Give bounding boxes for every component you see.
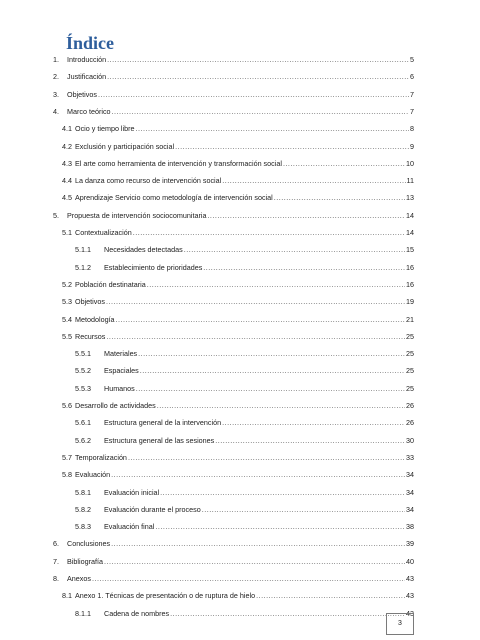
- toc-dot-leader: [128, 453, 405, 462]
- toc-dot-leader: [138, 349, 405, 358]
- toc-entry-label: Humanos: [104, 383, 135, 393]
- toc-entry[interactable]: [62, 139, 414, 151]
- toc-entry-page: 39: [406, 539, 414, 549]
- toc-dot-leader: [274, 193, 405, 202]
- toc-entry[interactable]: [62, 329, 414, 341]
- toc-entry[interactable]: [62, 156, 414, 168]
- toc-entry-page: 6: [410, 72, 414, 82]
- toc-dot-leader: [107, 72, 409, 81]
- toc-entry-label: Bibliografía: [67, 556, 103, 566]
- toc-entry-number: 4.: [53, 106, 59, 116]
- toc-entry-number: 5.6.1: [75, 418, 91, 428]
- toc-entry[interactable]: [53, 104, 414, 116]
- toc-entry[interactable]: [62, 121, 414, 133]
- toc-entry-page: 7: [410, 89, 414, 99]
- page-title: Índice: [66, 33, 115, 53]
- toc-entry-label: El arte como herramienta de intervención y transformación social: [75, 158, 282, 168]
- toc-entry-page: 34: [406, 504, 414, 514]
- toc-dot-leader: [256, 591, 405, 600]
- toc-entry-number: 7.: [53, 556, 59, 566]
- toc-entry-page: 40: [406, 556, 414, 566]
- toc-entry[interactable]: [62, 173, 414, 185]
- toc-entry-number: 4.1: [62, 124, 72, 134]
- toc-entry-page: 11: [406, 176, 414, 186]
- toc-entry[interactable]: [62, 294, 414, 306]
- toc-entry-number: 5.: [53, 210, 59, 220]
- toc-entry-number: 3.: [53, 89, 59, 99]
- toc-entry-number: 5.6.2: [75, 435, 91, 445]
- toc-entry-label: Marco teórico: [67, 106, 111, 116]
- toc-entry[interactable]: [75, 381, 414, 393]
- toc-entry-number: 5.8.3: [75, 522, 91, 532]
- toc-entry-number: 5.5.2: [75, 366, 91, 376]
- toc-entry-number: 4.4: [62, 176, 72, 186]
- toc-entry-label: Establecimiento de prioridades: [104, 262, 203, 272]
- toc-dot-leader: [111, 470, 405, 479]
- toc-entry[interactable]: [75, 346, 414, 358]
- toc-entry-page: 34: [406, 487, 414, 497]
- toc-entry-label: Metodología: [75, 314, 115, 324]
- toc-dot-leader: [283, 159, 405, 168]
- toc-dot-leader: [222, 418, 405, 427]
- toc-entry-label: Recursos: [75, 331, 106, 341]
- toc-entry-page: 34: [406, 470, 414, 480]
- toc-entry-label: Propuesta de intervención sociocomunitaria: [67, 210, 207, 220]
- toc-entry-label: Contextualización: [75, 228, 132, 237]
- toc-entry[interactable]: [75, 242, 414, 254]
- toc-entry[interactable]: [75, 363, 414, 375]
- toc-entry[interactable]: [53, 208, 414, 220]
- toc-entry[interactable]: [53, 571, 414, 583]
- toc-entry[interactable]: [62, 467, 414, 479]
- toc-entry-page: 43: [406, 574, 414, 583]
- toc-entry-label: Materiales: [104, 349, 138, 359]
- toc-dot-leader: [92, 574, 405, 583]
- toc-dot-leader: [203, 263, 405, 272]
- toc-entry-label: Temporalización: [75, 452, 127, 462]
- toc-entry-label: Introducción: [67, 55, 107, 64]
- toc-entry-number: 5.1.1: [75, 245, 91, 255]
- toc-dot-leader: [98, 90, 409, 99]
- toc-entry[interactable]: [75, 502, 414, 514]
- toc-dot-leader: [104, 557, 405, 566]
- toc-entry[interactable]: [53, 52, 414, 64]
- toc-entry-page: 14: [406, 210, 414, 220]
- toc-entry-number: 6.: [53, 539, 59, 549]
- toc-dot-leader: [112, 107, 409, 116]
- toc-entry-number: 5.1.2: [75, 262, 91, 272]
- toc-entry-label: Conclusiones: [67, 539, 111, 549]
- toc-entry-number: 5.3: [62, 297, 72, 307]
- toc-entry-label: Evaluación: [75, 470, 111, 480]
- toc-dot-leader: [170, 609, 405, 618]
- toc-entry-page: 33: [406, 452, 414, 462]
- toc-entry-label: Objetivos: [75, 297, 105, 307]
- toc-entry-label: Anexo 1. Técnicas de presentación o de ruptura de hielo: [75, 591, 256, 601]
- toc-entry-page: 43: [406, 608, 414, 618]
- toc-dot-leader: [184, 245, 405, 254]
- toc-dot-leader: [136, 384, 405, 393]
- toc-entry-label: Evaluación inicial: [104, 487, 160, 497]
- toc-entry[interactable]: [53, 87, 414, 99]
- toc-entry-page: 10: [406, 158, 414, 168]
- toc-dot-leader: [155, 522, 405, 531]
- toc-entry-page: 5: [410, 55, 414, 64]
- toc-entry-page: 25: [406, 366, 414, 376]
- toc-entry-number: 5.6: [62, 401, 72, 410]
- toc-entry-page: 19: [406, 297, 414, 307]
- toc-entry[interactable]: [75, 606, 414, 618]
- toc-entry-number: 4.3: [62, 158, 72, 168]
- toc-entry[interactable]: [62, 450, 414, 462]
- toc-entry-label: Anexos: [67, 574, 91, 583]
- toc-dot-leader: [107, 55, 409, 64]
- toc-entry[interactable]: [53, 554, 414, 566]
- toc-entry-page: 9: [410, 141, 414, 151]
- toc-entry-number: 8.1: [62, 591, 72, 601]
- toc-entry[interactable]: [75, 415, 414, 427]
- toc-entry-page: 43: [406, 591, 414, 601]
- toc-entry[interactable]: [53, 536, 414, 548]
- toc-entry[interactable]: [75, 433, 414, 445]
- toc-entry-label: Estructura general de la intervención: [104, 418, 222, 428]
- toc-entry-label: Objetivos: [67, 89, 97, 99]
- toc-entry-number: 5.5.1: [75, 349, 91, 359]
- toc-entry-label: Aprendizaje Servicio como metodología de intervención social: [75, 193, 273, 203]
- toc-entry[interactable]: [62, 277, 414, 289]
- toc-entry-label: Cadena de nombres: [104, 608, 170, 618]
- toc-entry-number: 5.5.3: [75, 383, 91, 393]
- toc-entry-number: 5.7: [62, 452, 72, 462]
- toc-entry-page: 25: [406, 331, 414, 341]
- toc-entry-page: 25: [406, 349, 414, 359]
- toc-entry-page: 7: [410, 106, 414, 116]
- toc-entry-label: Evaluación final: [104, 522, 155, 532]
- toc-entry-page: 30: [406, 435, 414, 445]
- toc-entry-label: Ocio y tiempo libre: [75, 124, 135, 134]
- toc-dot-leader: [133, 228, 405, 237]
- toc-entry-label: Exclusión y participación social: [75, 141, 175, 151]
- toc-entry-label: Espaciales: [104, 366, 139, 376]
- page-number: 3: [386, 613, 414, 635]
- toc-entry[interactable]: [62, 588, 414, 600]
- toc-dot-leader: [157, 401, 405, 410]
- toc-entry-page: 26: [406, 401, 414, 410]
- toc-entry-number: 1.: [53, 55, 59, 64]
- toc-entry[interactable]: [75, 485, 414, 497]
- toc-dot-leader: [106, 297, 405, 306]
- toc-dot-leader: [116, 315, 405, 324]
- toc-dot-leader: [207, 211, 405, 220]
- toc-entry-label: La danza como recurso de intervención social: [75, 176, 222, 186]
- toc-entry-number: 5.2: [62, 279, 72, 289]
- toc-entry-label: Justificación: [67, 72, 107, 82]
- toc-dot-leader: [147, 280, 405, 289]
- toc-entry-page: 8: [410, 124, 414, 134]
- toc-entry-number: 5.8: [62, 470, 72, 480]
- toc-entry-number: 4.2: [62, 141, 72, 151]
- toc-entry-number: 5.4: [62, 314, 72, 324]
- toc-entry-number: 5.8.1: [75, 487, 91, 497]
- toc-entry-label: Necesidades detectadas: [104, 245, 183, 255]
- toc-entry-page: 26: [406, 418, 414, 428]
- toc-entry[interactable]: [53, 69, 414, 81]
- toc-entry-page: 21: [406, 314, 414, 324]
- toc-dot-leader: [111, 539, 405, 548]
- toc-entry-label: Desarrollo de actividades: [75, 401, 156, 410]
- toc-dot-leader: [215, 436, 405, 445]
- toc-entry-number: 2.: [53, 72, 59, 82]
- toc-dot-leader: [160, 488, 405, 497]
- toc-dot-leader: [136, 124, 409, 133]
- toc-entry-page: 38: [406, 522, 414, 532]
- toc-entry-number: 5.5: [62, 331, 72, 341]
- toc-dot-leader: [140, 366, 405, 375]
- toc-entry[interactable]: [62, 312, 414, 324]
- toc-entry-label: Evaluación durante el proceso: [104, 504, 201, 514]
- toc-entry-page: 13: [406, 193, 414, 203]
- toc-entry[interactable]: [75, 260, 414, 272]
- toc-entry-number: 4.5: [62, 193, 72, 203]
- toc-entry-page: 16: [406, 279, 414, 289]
- toc-entry[interactable]: [62, 398, 414, 410]
- toc-entry-label: Estructura general de las sesiones: [104, 435, 215, 445]
- toc-entry-number: 8.1.1: [75, 608, 91, 618]
- toc-dot-leader: [175, 142, 409, 151]
- toc-entry-number: 5.8.2: [75, 504, 91, 514]
- toc-entry-page: 15: [406, 245, 414, 255]
- toc-entry[interactable]: [62, 225, 414, 237]
- toc-entry-page: 14: [406, 228, 414, 237]
- toc-entry-label: Población destinataria: [75, 279, 146, 289]
- toc-dot-leader: [222, 176, 405, 185]
- toc-entry-number: 5.1: [62, 228, 72, 237]
- toc-dot-leader: [106, 332, 405, 341]
- toc-entry[interactable]: [62, 190, 414, 202]
- toc-entry-page: 16: [406, 262, 414, 272]
- toc-entry[interactable]: [75, 519, 414, 531]
- toc-entry-number: 8.: [53, 574, 59, 583]
- toc-dot-leader: [202, 505, 405, 514]
- toc-entry-page: 25: [406, 383, 414, 393]
